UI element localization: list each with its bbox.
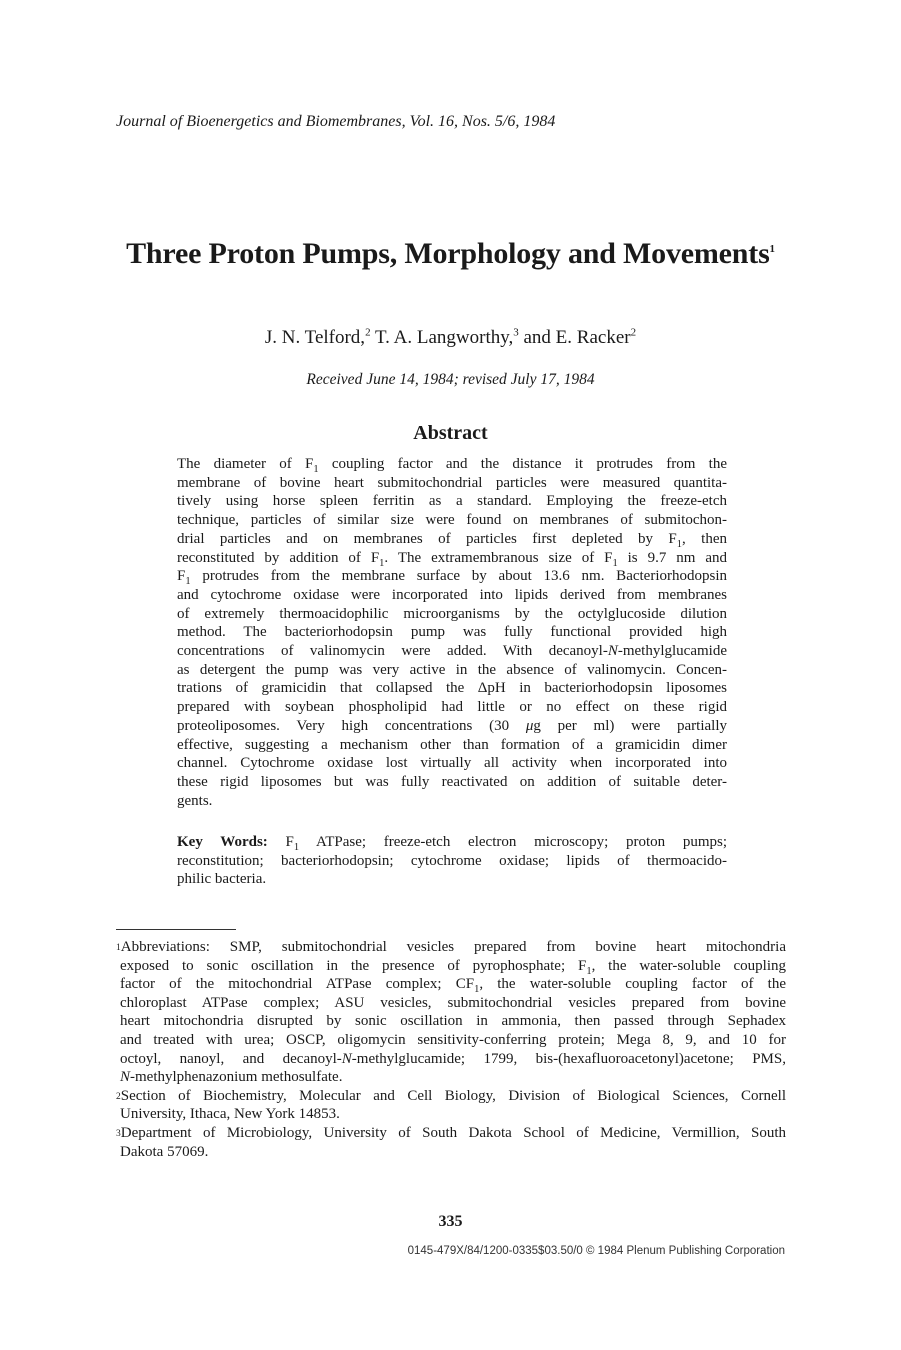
text-run: N bbox=[607, 643, 618, 660]
footnote-line bbox=[116, 957, 786, 976]
text-run: heart mitochondria disrupted by sonic oscillation in ammonia, then passed through Sephadex bbox=[120, 1013, 786, 1030]
text-run: F bbox=[285, 834, 294, 850]
text-run: 1 bbox=[313, 464, 319, 475]
footnote-line bbox=[116, 1068, 786, 1087]
text-run: , the water-soluble coupling factor of the bbox=[479, 976, 786, 993]
text-run: The diameter of F bbox=[177, 456, 314, 472]
text-run: as detergent the pump was very active in the absence of valinomycin. Concen- bbox=[177, 661, 727, 678]
text-run: Department of Microbiology, University of South Dakota School of Medicine, Vermillion, South bbox=[120, 1124, 786, 1141]
author-affiliation-mark: 3 bbox=[513, 326, 519, 339]
author-name: T. A. Langworthy, bbox=[374, 327, 514, 348]
footnote-mark: 2 bbox=[116, 1091, 121, 1102]
received-dates: Received June 14, 1984; revised July 17, 1984 bbox=[306, 371, 595, 388]
footnote-mark: 1 bbox=[116, 943, 121, 953]
abstract-line bbox=[177, 661, 727, 680]
text-run: reconstitution; bacteriorhodopsin; cytochrome oxidase; lipids of thermoacido- bbox=[177, 852, 727, 869]
text-run: coupling factor and the distance it protrudes from the bbox=[318, 456, 727, 472]
text-run: prepared with soybean phospholipid had little or no effect on these rigid bbox=[177, 699, 727, 716]
footnotes bbox=[116, 938, 786, 1161]
footnote-line bbox=[116, 1105, 786, 1124]
text-run: University, Ithaca, New York 14853. bbox=[120, 1106, 340, 1123]
text-run: -methylglucamide; 1799, bis-(hexafluoroacetonyl)acetone; PMS, bbox=[351, 1050, 786, 1067]
abstract-line bbox=[177, 511, 727, 530]
text-run: -methylphenazonium methosulfate. bbox=[130, 1069, 343, 1086]
text-run: ATPase; freeze-etch electron microscopy; proton pumps; bbox=[299, 834, 728, 850]
abstract-heading: Abstract bbox=[413, 422, 488, 444]
abstract-line bbox=[177, 492, 727, 511]
footnote-line bbox=[116, 1031, 786, 1050]
text-run: 1 bbox=[612, 557, 618, 569]
text-run: membrane of bovine heart submitochondrial particles were measured quantita- bbox=[177, 474, 727, 491]
text-run: of extremely thermoacidophilic microorganisms by the octylglucoside dilution bbox=[177, 605, 727, 622]
author-name: J. N. Telford, bbox=[264, 327, 366, 348]
text-run: reconstituted by addition of F bbox=[177, 549, 380, 566]
abstract-line bbox=[177, 605, 727, 624]
abstract-line bbox=[177, 474, 727, 493]
footnote-line bbox=[116, 1012, 786, 1031]
abstract-body bbox=[177, 455, 727, 810]
footnote-line bbox=[116, 975, 786, 994]
abstract-line bbox=[177, 792, 727, 811]
footnote-mark: 3 bbox=[116, 1128, 121, 1139]
text-run: philic bacteria. bbox=[177, 871, 267, 888]
text-run: , the water-soluble coupling bbox=[591, 957, 787, 974]
footnote-line bbox=[116, 994, 786, 1013]
text-run: channel. Cytochrome oxidase lost virtually all activity when incorporated into bbox=[177, 755, 727, 772]
text-run: 1 bbox=[586, 965, 592, 977]
text-run: method. The bacteriorhodopsin pump was fully functional provided high bbox=[177, 624, 727, 641]
keywords-block bbox=[177, 833, 727, 889]
text-run: technique, particles of similar size were found on membranes of submitochon- bbox=[177, 512, 727, 529]
text-run: μ bbox=[525, 717, 534, 734]
text-run: Dakota 57069. bbox=[120, 1143, 209, 1160]
text-run: N bbox=[341, 1050, 352, 1067]
text-run: 1 bbox=[676, 538, 683, 550]
abstract-line bbox=[177, 679, 727, 698]
footnote-line bbox=[116, 1087, 786, 1106]
abstract-line bbox=[177, 549, 727, 568]
text-run: Section of Biochemistry, Molecular and Cell Biology, Division of Biological Sciences, Cornell bbox=[120, 1087, 786, 1104]
title-footnote-mark: 1 bbox=[769, 243, 775, 255]
footnote-line bbox=[116, 938, 786, 957]
article-title bbox=[0, 237, 901, 271]
abstract-line bbox=[177, 642, 727, 661]
text-run: 1 bbox=[293, 842, 300, 853]
text-run: tively using horse spleen ferritin as a standard. Employing the freeze-etch bbox=[177, 493, 727, 510]
copyright-line: 0145-479X/84/1200-0335$03.50/0 © 1984 Plenum Publishing Corporation bbox=[407, 1245, 785, 1257]
page-number: 335 bbox=[438, 1213, 463, 1230]
text-run: factor of the mitochondrial ATPase complex; CF bbox=[120, 976, 475, 993]
text-run: is 9.7 nm and bbox=[617, 549, 727, 566]
footnote-1 bbox=[116, 938, 786, 1087]
footnote-line bbox=[116, 1124, 786, 1143]
text-run: 1 bbox=[185, 576, 191, 588]
abstract-line bbox=[177, 717, 727, 736]
footnote-2 bbox=[116, 1087, 786, 1124]
abstract-line bbox=[177, 754, 727, 773]
keywords-line bbox=[177, 833, 727, 852]
abstract-line bbox=[177, 773, 727, 792]
abstract-line bbox=[177, 530, 727, 549]
text-run: protrudes from the membrane surface by about 13.6 nm. Bacteriorhodopsin bbox=[190, 568, 727, 585]
text-run: effective, suggesting a mechanism other than formation of a gramicidin dimer bbox=[177, 736, 727, 753]
footnote-3 bbox=[116, 1124, 786, 1161]
author-affiliation-mark: 2 bbox=[630, 326, 637, 339]
abstract-line bbox=[177, 698, 727, 717]
text-run: and cytochrome oxidase were incorporated into lipids derived from membranes bbox=[177, 586, 727, 603]
footnote-line bbox=[116, 1050, 786, 1069]
text-run: , then bbox=[682, 530, 727, 547]
text-run: chloroplast ATPase complex; ASU vesicles, submitochondrial vesicles prepared from bovine bbox=[120, 994, 786, 1011]
text-run: 1 bbox=[474, 984, 480, 996]
abstract-line bbox=[177, 586, 727, 605]
text-run: Abbreviations: SMP, submitochondrial vesicles prepared from bovine heart mitochondria bbox=[120, 939, 786, 955]
text-run: these rigid liposomes but was fully reactivated on addition of suitable deter- bbox=[177, 773, 727, 790]
text-run: gents. bbox=[177, 792, 213, 809]
abstract-line bbox=[177, 567, 727, 586]
text-run: drial particles and on membranes of particles first depleted by F bbox=[177, 530, 677, 547]
abstract-line bbox=[177, 455, 727, 474]
text-run: N bbox=[120, 1069, 131, 1086]
journal-citation: Journal of Bioenergetics and Biomembranes, Vol. 16, Nos. 5/6, 1984 bbox=[116, 113, 556, 130]
article-title-text: Three Proton Pumps, Morphology and Movements bbox=[126, 237, 770, 270]
keywords-label: Key Words: bbox=[177, 834, 268, 850]
text-run: trations of gramicidin that collapsed the ΔpH in bacteriorhodopsin liposomes bbox=[177, 680, 727, 697]
footnote-divider bbox=[116, 929, 236, 930]
text-run: 1 bbox=[379, 557, 385, 569]
keywords-line bbox=[177, 870, 727, 889]
text-run: proteoliposomes. Very high concentrations (30 bbox=[177, 717, 526, 734]
text-run: and treated with urea; OSCP, oligomycin sensitivity-conferring protein; Mega 8, 9, and 10 for bbox=[120, 1031, 786, 1048]
text-run: exposed to sonic oscillation in the presence of pyrophosphate; F bbox=[120, 957, 587, 974]
author-affiliation-mark: 2 bbox=[365, 326, 371, 339]
text-run: concentrations of valinomycin were added. With decanoyl- bbox=[177, 643, 608, 660]
abstract-line bbox=[177, 623, 727, 642]
keywords-line bbox=[177, 852, 727, 871]
footnote-line bbox=[116, 1143, 786, 1162]
text-run: octoyl, nanoyl, and decanoyl- bbox=[120, 1050, 342, 1067]
author-list bbox=[0, 327, 901, 349]
author-name: and E. Racker bbox=[523, 327, 631, 348]
abstract-line bbox=[177, 736, 727, 755]
text-run: F bbox=[177, 568, 186, 585]
text-run: -methylglucamide bbox=[617, 643, 727, 660]
text-run: g per ml) were partially bbox=[533, 717, 728, 734]
text-run: . The extramembranous size of F bbox=[384, 549, 613, 566]
